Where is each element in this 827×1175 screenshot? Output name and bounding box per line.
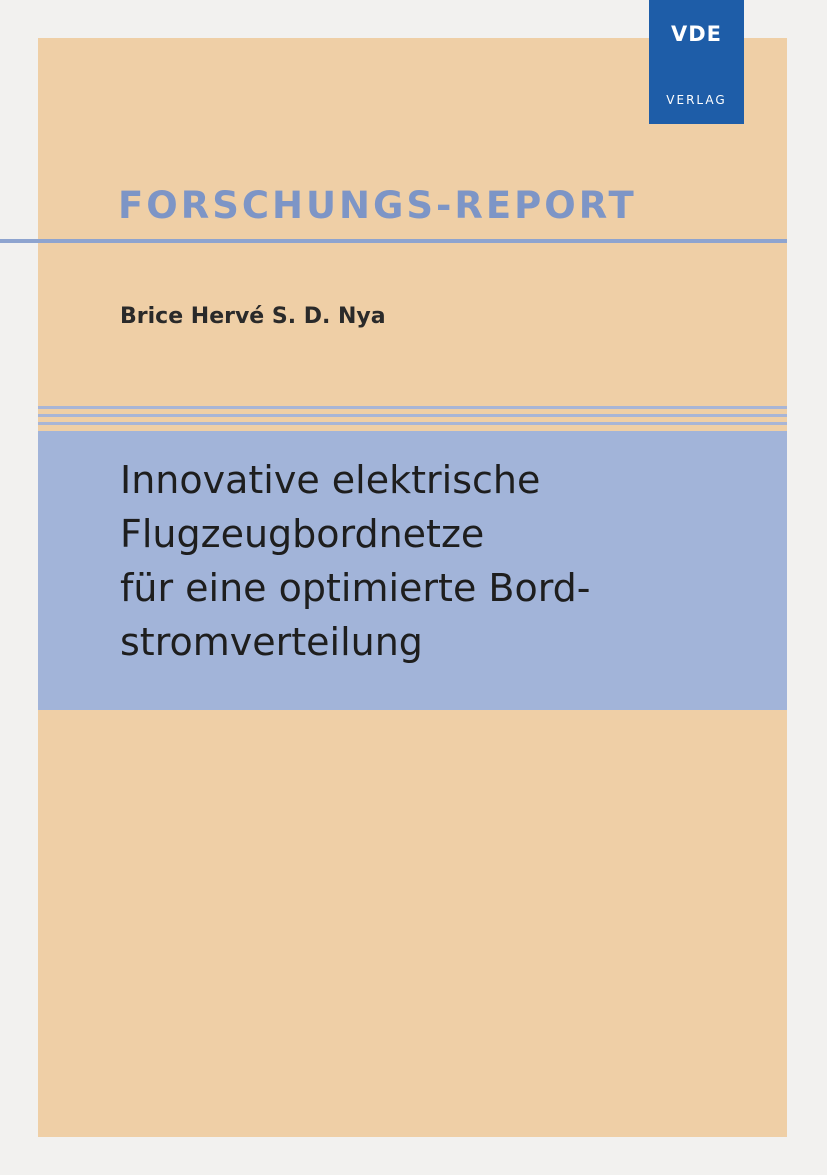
logo-imprint-text: VERLAG [666, 93, 727, 107]
decorative-stripe-1 [38, 406, 787, 409]
decorative-stripe-3 [38, 422, 787, 425]
vde-verlag-logo [649, 0, 744, 124]
author-name: Brice Hervé S. D. Nya [120, 304, 386, 329]
title-line-2: Flugzeugbordnetze [120, 512, 485, 556]
title-line-4: stromverteilung [120, 620, 423, 664]
title-line-3: für eine optimierte Bord- [120, 566, 591, 610]
logo-brand-text: VDE [670, 22, 723, 46]
decorative-stripe-2 [38, 414, 787, 417]
book-title [120, 453, 760, 669]
title-line-1: Innovative elektrische [120, 458, 541, 502]
series-divider [0, 239, 787, 243]
series-title: FORSCHUNGS-REPORT [118, 184, 637, 227]
